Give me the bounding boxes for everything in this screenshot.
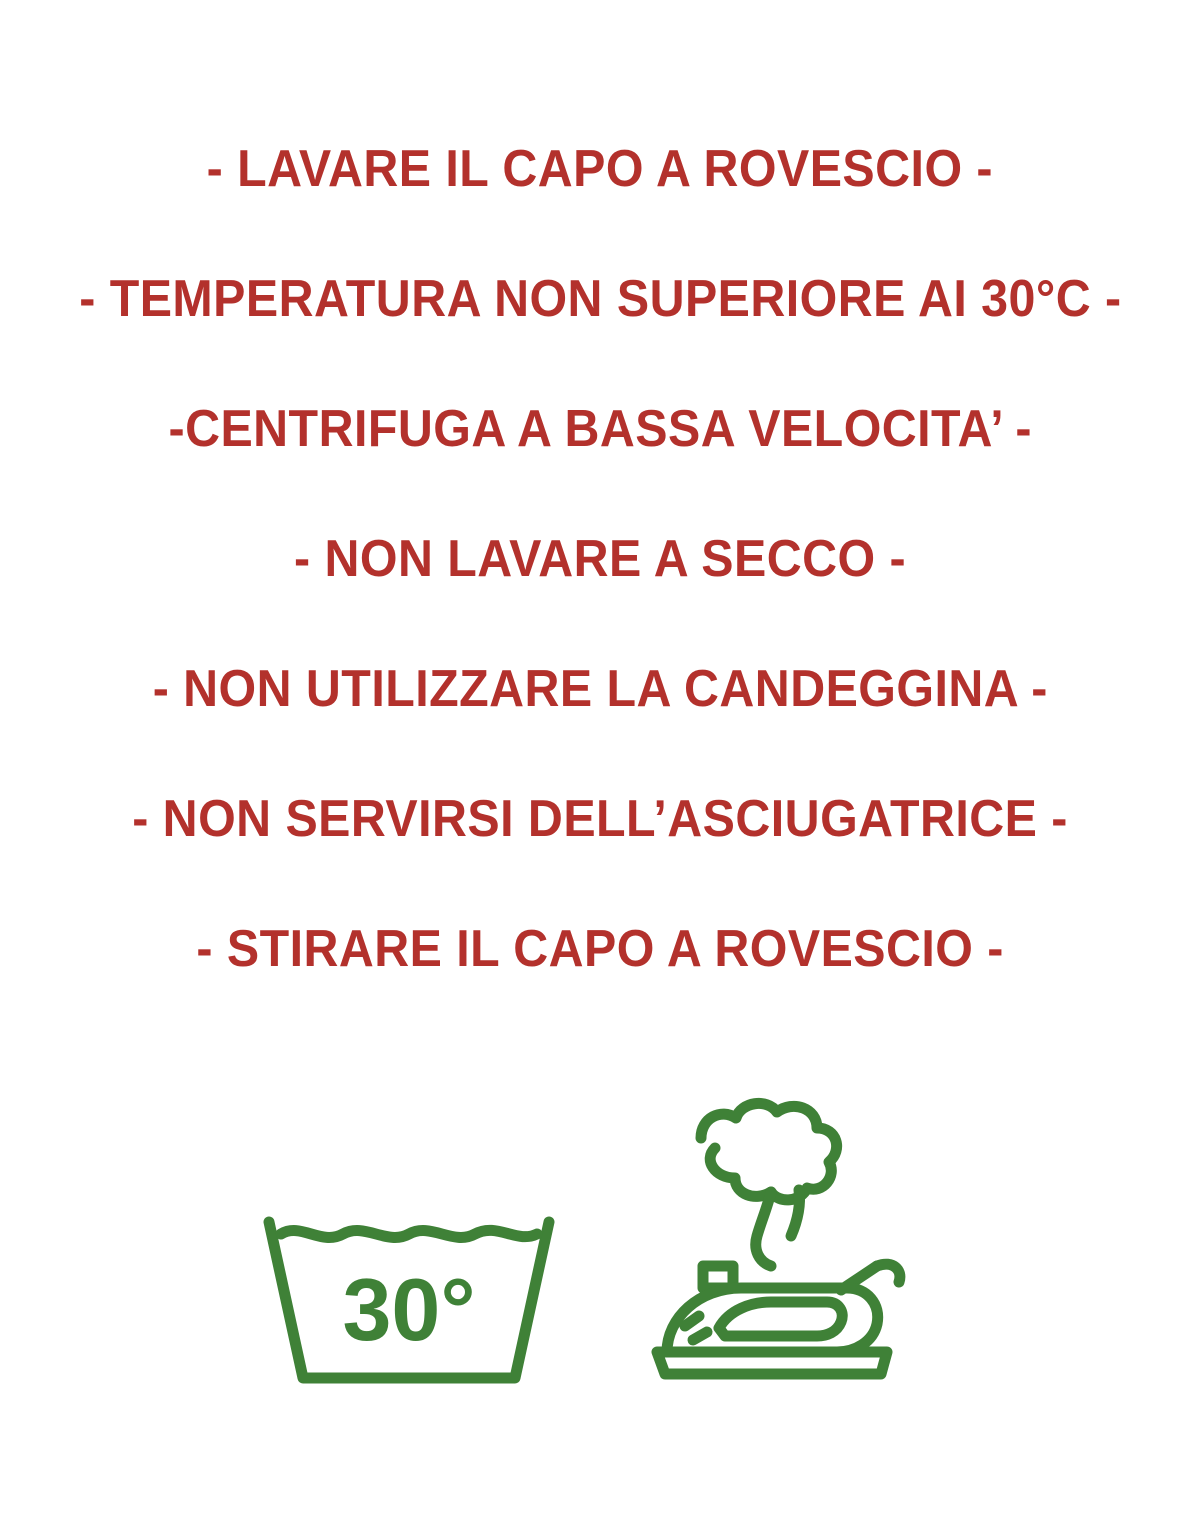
wash-temperature-label: 30° [342, 1260, 476, 1359]
instruction-line-1: - LAVARE IL CAPO A ROVESCIO - [206, 140, 994, 198]
iron-steam-icon [641, 1090, 941, 1400]
instruction-line-4: - NON LAVARE A SECCO - [293, 530, 907, 588]
instruction-line-7: - STIRARE IL CAPO A ROVESCIO - [196, 920, 1004, 978]
wash-tub-30-icon [259, 1200, 559, 1400]
instruction-line-3: -CENTRIFUGA A BASSA VELOCITA’ - [168, 400, 1032, 458]
care-symbols-row [0, 1090, 1200, 1400]
instruction-line-5: - NON UTILIZZARE LA CANDEGGINA - [152, 660, 1048, 718]
instruction-line-2: - TEMPERATURA NON SUPERIORE AI 30°C - [78, 270, 1122, 328]
instruction-line-6: - NON SERVIRSI DELL’ASCIUGATRICE - [132, 790, 1068, 848]
